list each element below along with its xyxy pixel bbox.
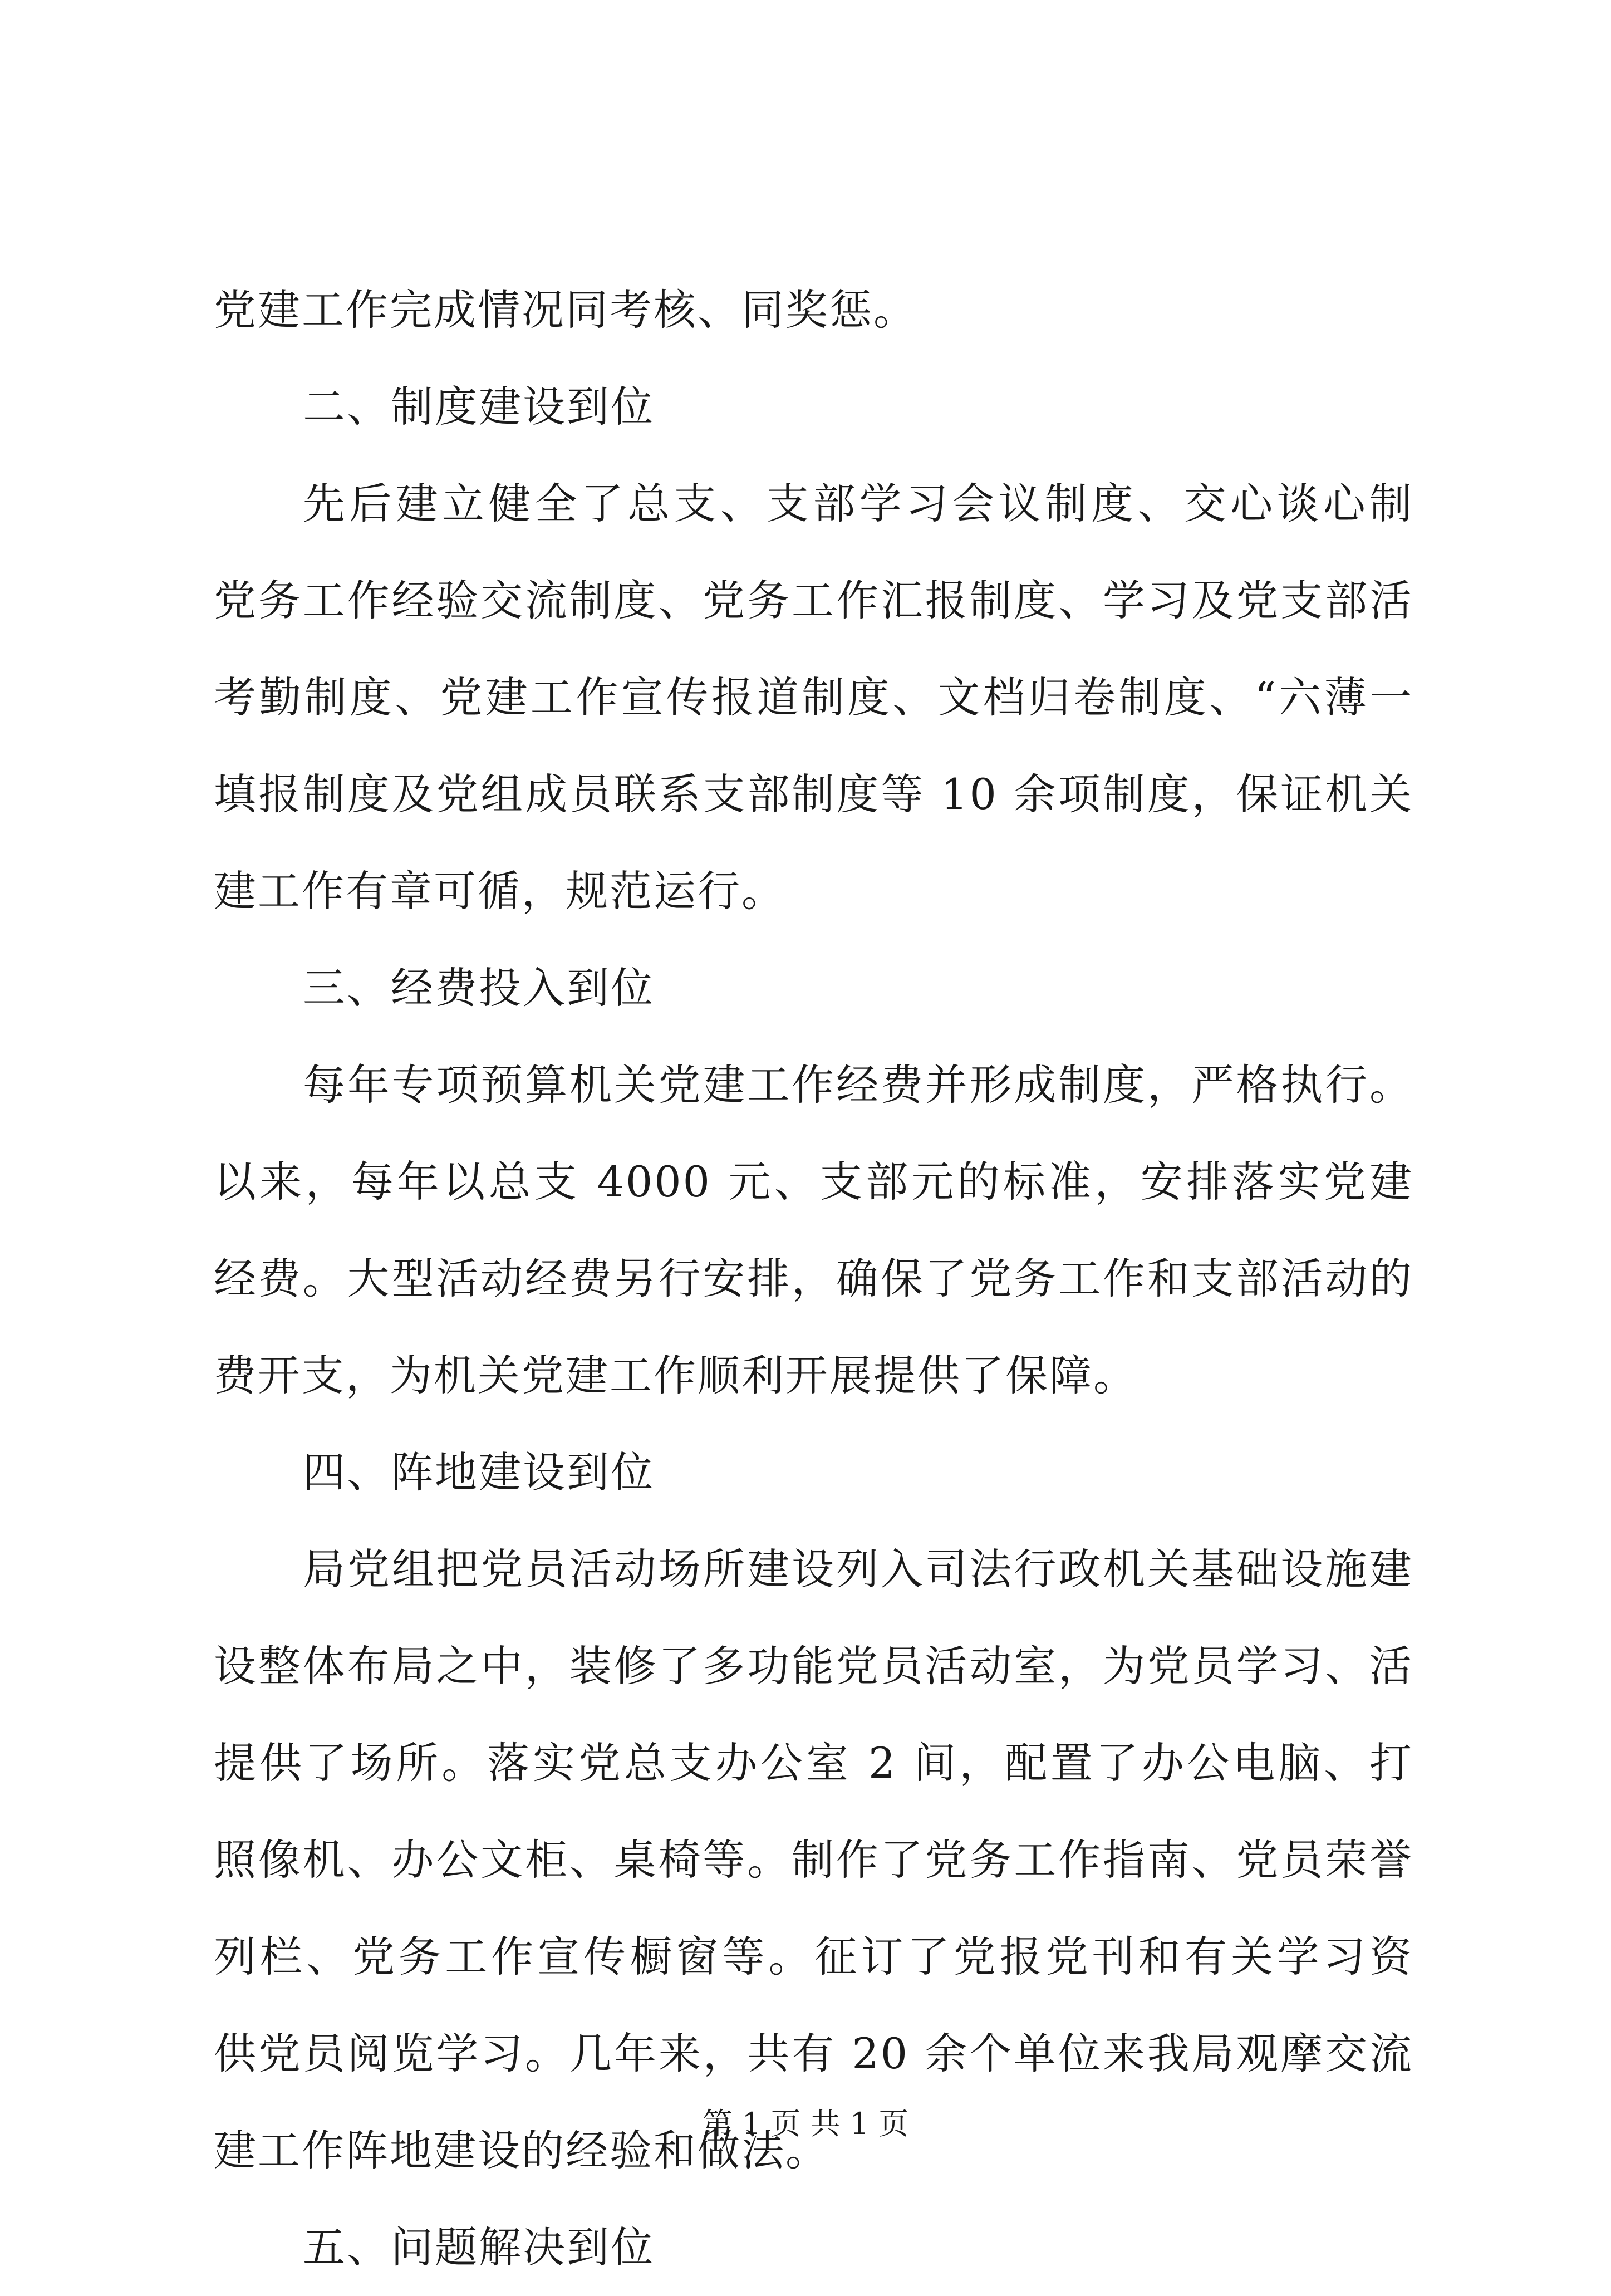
text-line-7: 建工作有章可循，规范运行。 [214,866,785,916]
section-heading-3: 三、经费投入到位 [303,963,655,1013]
text-line-15: 设整体布局之中，装修了多功能党员活动室，为党员学习、活 [214,1641,1413,1691]
text-line-3: 先后建立健全了总支、支部学习会议制度、交心谈心制 [303,479,1413,528]
text-line-12: 费开支，为机关党建工作顺利开展提供了保障。 [214,1351,1137,1400]
text-line-4: 党务工作经验交流制度、党务工作汇报制度、学习及党支部活 [214,576,1413,625]
text-line-16: 提供了场所。落实党总支办公室 2 间，配置了办公电脑、打 [214,1738,1413,1788]
text-line-1: 党建工作完成情况同考核、同奖惩。 [214,285,917,335]
text-line-18: 列栏、党务工作宣传橱窗等。征订了党报党刊和有关学习资 [214,1932,1413,1981]
text-line-20: 建工作阵地建设的经验和做法。 [214,2126,829,2175]
text-line-10: 以来，每年以总支 4000 元、支部元的标准，安排落实党建 [214,1157,1413,1206]
text-line-9: 每年专项预算机关党建工作经费并形成制度，严格执行。 [303,1060,1413,1110]
text-line-11: 经费。大型活动经费另行安排，确保了党务工作和支部活动的 [214,1254,1413,1303]
section-heading-4: 四、阵地建设到位 [303,1448,655,1497]
text-line-19: 供党员阅览学习。几年来，共有 20 余个单位来我局观摩交流 [214,2029,1413,2078]
text-line-14: 局党组把党员活动场所建设列入司法行政机关基础设施建 [303,1544,1413,1594]
text-line-17: 照像机、办公文柜、桌椅等。制作了党务工作指南、党员荣誉 [214,1835,1413,1885]
text-line-6: 填报制度及党组成员联系支部制度等 10 余项制度，保证机关 [214,769,1413,819]
text-line-5: 考勤制度、党建工作宣传报道制度、文档归卷制度、“六薄一 [214,673,1413,722]
section-heading-5: 五、问题解决到位 [303,2223,655,2272]
document-body [214,262,1413,2296]
page-footer: 第 1 页 共 1 页 [702,2106,909,2141]
section-heading-2: 二、制度建设到位 [303,382,655,431]
